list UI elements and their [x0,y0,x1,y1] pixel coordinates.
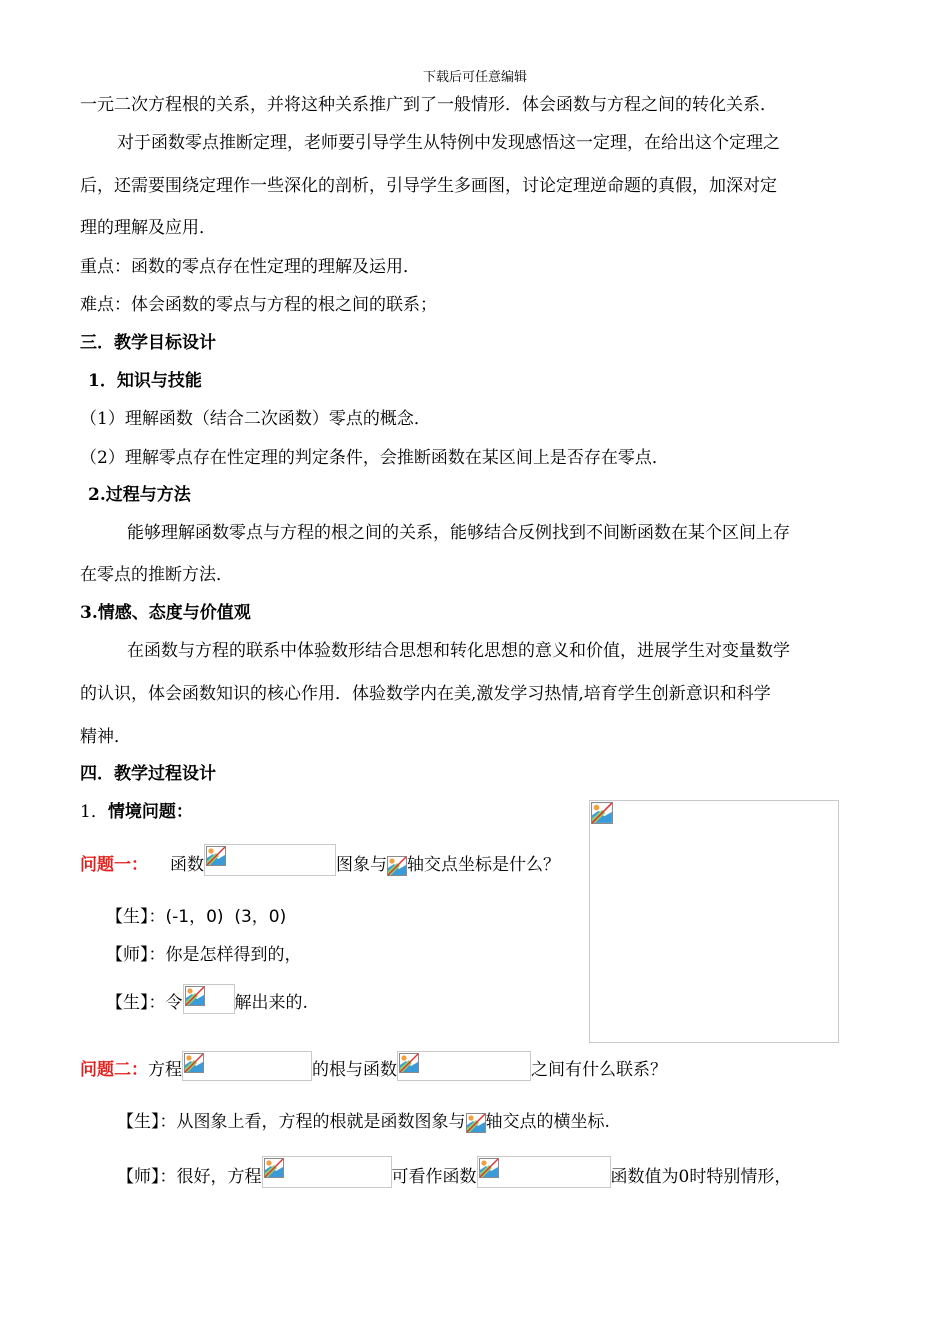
dialogue-text: 轴交点的横坐标. [485,1112,610,1132]
dialogue-line [117,1156,791,1188]
dialogue-line [106,944,302,966]
speaker-label: 【师】： [106,945,166,965]
formula-image-placeholder [466,1113,486,1133]
speaker-label: 【师】： [117,1167,177,1187]
key-point-line: 重点：函数的零点存在性定理的理解及运用． [80,257,420,277]
formula-image-placeholder [477,1156,611,1188]
broken-image-icon [185,986,205,1006]
broken-image-icon [264,1158,284,1178]
dialogue-line [106,906,286,928]
formula-image-placeholder [262,1156,392,1188]
broken-image-icon [591,802,613,824]
page-header: 下载后可任意编辑 [422,70,527,85]
speaker-label: 【生】： [117,1112,177,1132]
question-label: 问题一： [80,855,148,875]
formula-image-placeholder [183,984,235,1014]
subsection-title: 情境问题： [107,802,193,822]
paragraph-line: 在零点的推断方法． [80,565,233,585]
dialogue-text: (-1，0) (3，0) [165,907,287,927]
dialogue-text: 函数值为0时特别情形， [610,1167,792,1187]
difficulty-line: 难点：体会函数的零点与方程的根之间的联系； [80,295,437,315]
dialogue-text: 可看作函数 [391,1167,477,1187]
question-text: 图象与 [336,855,387,875]
list-item: （1）理解函数（结合二次函数）零点的概念． [80,409,431,429]
graph-image-placeholder [589,800,839,1043]
speaker-label: 【生】： [106,993,166,1013]
question-text: 之间有什么联系？ [531,1060,667,1080]
list-item: （2）理解零点存在性定理的判定条件，会推断函数在某区间上是否存在零点． [80,448,669,468]
broken-image-icon [479,1158,499,1178]
paragraph-line: 精神． [80,727,131,747]
broken-image-icon [466,1113,486,1133]
paragraph-line: 能够理解函数零点与方程的根之间的关系，能够结合反例找到不间断函数在某个区间上存 [127,523,790,543]
formula-image-placeholder [204,844,336,876]
dialogue-text: 解出来的. [234,993,308,1013]
subsection-number: 1． [80,802,108,822]
paragraph-line: 后，还需要围绕定理作一些深化的剖析，引导学生多画图，讨论定理逆命题的真假，加深对定 [80,176,777,196]
broken-image-icon [184,1053,204,1073]
dialogue-text: 从图象上看，方程的根就是函数图象与 [176,1112,466,1132]
dialogue-line [106,984,308,1014]
question-text: 轴交点坐标是什么？ [407,855,560,875]
formula-image-placeholder [182,1051,312,1081]
subsection-heading [80,801,193,823]
question-text: 函数 [170,855,204,875]
question-label: 问题二： [80,1060,148,1080]
paragraph-line: 的认识，体会函数知识的核心作用．体验数学内在美,激发学习热情,培育学生创新意识和科学 [80,684,771,704]
broken-image-icon [206,846,226,866]
section-heading: 四．教学过程设计 [80,764,216,784]
broken-image-icon [387,856,407,876]
paragraph-line: 理的理解及应用． [80,218,216,238]
subsection-heading: 3.情感、态度与价值观 [80,603,251,623]
question-two [80,1051,667,1081]
dialogue-text: 很好，方程 [176,1167,262,1187]
question-text: 的根与函数 [312,1060,397,1080]
dialogue-line [117,1111,610,1133]
broken-image-icon [399,1053,419,1073]
formula-image-placeholder [387,856,407,876]
speaker-label: 【生】： [106,907,166,927]
paragraph-line: 在函数与方程的联系中体验数形结合思想和转化思想的意义和价值，进展学生对变量数学 [127,641,790,661]
question-one [80,844,560,876]
paragraph-line: 一元二次方程根的关系，并将这种关系推广到了一般情形．体会函数与方程之间的转化关系． [80,95,777,115]
dialogue-text: 令 [165,993,183,1013]
subsection-heading: 2.过程与方法 [88,485,191,505]
paragraph-line: 对于函数零点推断定理，老师要引导学生从特例中发现感悟这一定理，在给出这个定理之 [117,133,780,153]
section-heading: 三．教学目标设计 [80,333,216,353]
subsection-heading: 1．知识与技能 [88,371,202,391]
dialogue-text: 你是怎样得到的， [165,945,302,965]
question-text: 方程 [148,1060,182,1080]
formula-image-placeholder [397,1051,531,1081]
